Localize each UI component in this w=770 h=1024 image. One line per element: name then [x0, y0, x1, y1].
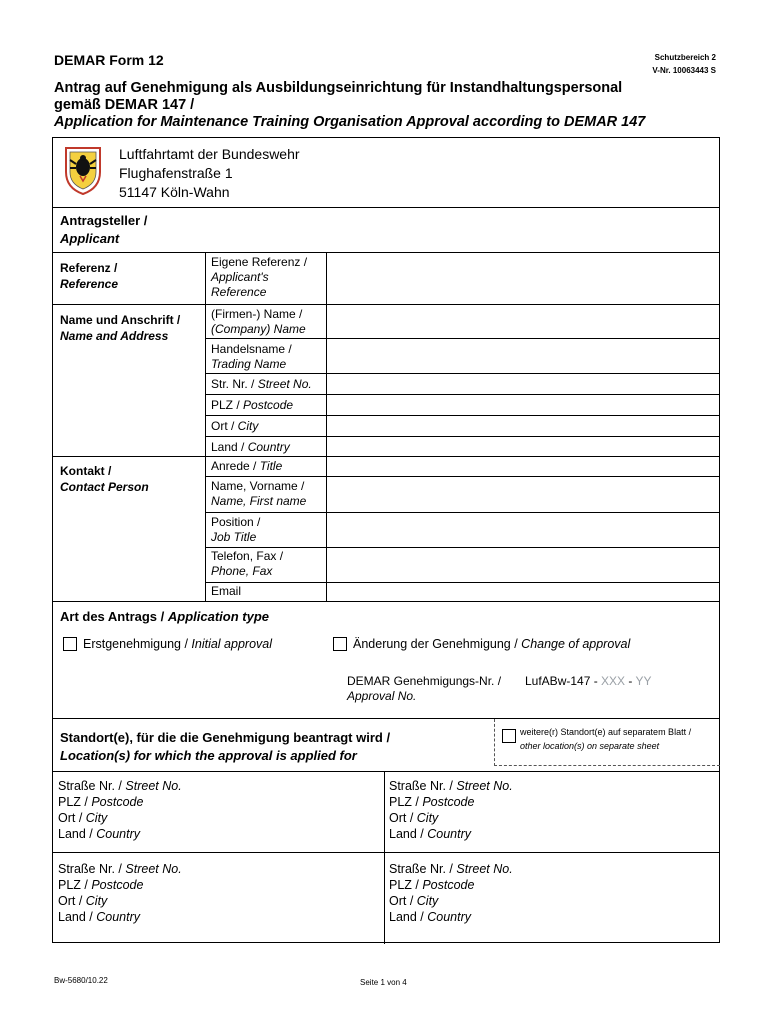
- authority-name: Luftfahrtamt der Bundeswehr: [119, 146, 300, 162]
- title-line-de: Antrag auf Genehmigung als Ausbildungseinrichtung für Instandhaltungspersonal: [54, 80, 623, 96]
- country-input[interactable]: [327, 437, 719, 456]
- protection-info: [652, 51, 716, 77]
- postcode-label: PLZ / Postcode: [211, 398, 294, 412]
- extra-locations-label-en: other location(s) on separate sheet: [520, 741, 660, 751]
- v-number: V-Nr. 10063443 S: [652, 66, 716, 75]
- postcode-input[interactable]: [327, 395, 719, 415]
- extra-locations-label-de: weitere(r) Standort(e) auf separatem Blatt /: [520, 727, 692, 737]
- email-input[interactable]: [327, 583, 719, 601]
- approval-number-label-en: Approval No.: [347, 689, 417, 703]
- form-frame: Luftfahrtamt der Bundeswehr Flughafenstraße 1 51147 Köln-Wahn Antragsteller / Applicant Referenz / Reference Eigene Referenz / Applicant's Reference Name und Anschrift / Name and Address (Firmen-) Name / (Company) Name Handelsname / Trading Name Str. Nr. / Street No. PLZ / Postcode Ort / City Land / Country Kontakt / Contact Person Anrede / Title Name, Vorname / Name, First name Position / Job Title Telefon, Fax / Phone, Fax Email Art des Antrags / Application type Erstgenehmigung / Initial approval Änderung der Genehmigung / Change of approval DEMAR Genehmigungs-Nr. / Approval No. LufABw-147 - XXX - YY Standort(e), für die die Genehmigung beantragt wird / Location(s) for which the approval is applied for weitere(r) Standort(e) auf separatem Blatt / other location(s) on separate sheet Straße Nr. / Street No. PLZ / Postcode Ort / City Land / Country Straße Nr. / Street No. PLZ / Postcode Ort / City Land / Country Straße Nr. / Street No. PLZ / Postcode Ort / City Land / Country Straße Nr. / Street No. PLZ / Postcode Ort / City Land / Country: [52, 137, 720, 943]
- title-line-de-2: gemäß DEMAR 147 /: [54, 97, 195, 113]
- name-address-label-de: Name und Anschrift /: [60, 313, 181, 327]
- change-approval-label: Änderung der Genehmigung / Change of approval: [353, 637, 631, 651]
- locations-heading-de: Standort(e), für die die Genehmigung beantragt wird /: [60, 730, 391, 745]
- authority-city: 51147 Köln-Wahn: [119, 184, 230, 200]
- title-line-en: Application for Maintenance Training Organisation Approval according to DEMAR 147: [54, 114, 646, 130]
- street-input[interactable]: [327, 374, 719, 394]
- initial-approval-label: Erstgenehmigung / Initial approval: [83, 637, 273, 651]
- applicant-heading-en: Applicant: [60, 231, 120, 246]
- page-title: [54, 80, 734, 131]
- initial-approval-checkbox[interactable]: [63, 637, 77, 651]
- protection-level: Schutzbereich 2: [654, 53, 716, 62]
- reference-label-en: Reference: [60, 277, 119, 291]
- position-input[interactable]: [327, 513, 719, 547]
- company-name-input[interactable]: [327, 305, 719, 338]
- page-number: Seite 1 von 4: [360, 978, 407, 987]
- contact-label-de: Kontakt /: [60, 464, 112, 478]
- approval-number-value[interactable]: LufABw-147 - XXX - YY: [525, 674, 652, 688]
- title-label: Anrede / Title: [211, 459, 283, 473]
- emblem-icon: [63, 144, 103, 196]
- name-address-label-en: Name and Address: [60, 329, 169, 343]
- form-name: DEMAR Form 12: [54, 52, 164, 68]
- email-label: Email: [211, 584, 242, 598]
- authority-street: Flughafenstraße 1: [119, 165, 233, 181]
- reference-input[interactable]: [327, 253, 719, 304]
- company-name-label: (Firmen-) Name / (Company) Name: [211, 307, 306, 336]
- reference-label-de: Referenz /: [60, 261, 118, 275]
- position-label: Position / Job Title: [211, 515, 261, 544]
- street-label: Str. Nr. / Street No.: [211, 377, 312, 391]
- trading-name-input[interactable]: [327, 339, 719, 373]
- country-label: Land / Country: [211, 440, 290, 454]
- change-approval-checkbox[interactable]: [333, 637, 347, 651]
- city-input[interactable]: [327, 416, 719, 436]
- contact-label-en: Contact Person: [60, 480, 149, 494]
- locations-heading-en: Location(s) for which the approval is applied for: [60, 748, 357, 763]
- phone-fax-label: Telefon, Fax / Phone, Fax: [211, 549, 284, 578]
- contact-name-label: Name, Vorname / Name, First name: [211, 479, 307, 508]
- extra-locations-checkbox[interactable]: [502, 729, 516, 743]
- city-label: Ort / City: [211, 419, 259, 433]
- application-type-heading: Art des Antrags / Application type: [60, 609, 269, 624]
- form-code: Bw-5680/10.22: [54, 976, 108, 985]
- own-reference-label: Eigene Referenz / Applicant's Reference: [211, 255, 308, 299]
- approval-number-label-de: DEMAR Genehmigungs-Nr. /: [347, 674, 502, 688]
- contact-name-input[interactable]: [327, 477, 719, 512]
- trading-name-label: Handelsname / Trading Name: [211, 342, 292, 371]
- applicant-heading-de: Antragsteller /: [60, 213, 148, 228]
- title-input[interactable]: [327, 457, 719, 476]
- phone-fax-input[interactable]: [327, 548, 719, 582]
